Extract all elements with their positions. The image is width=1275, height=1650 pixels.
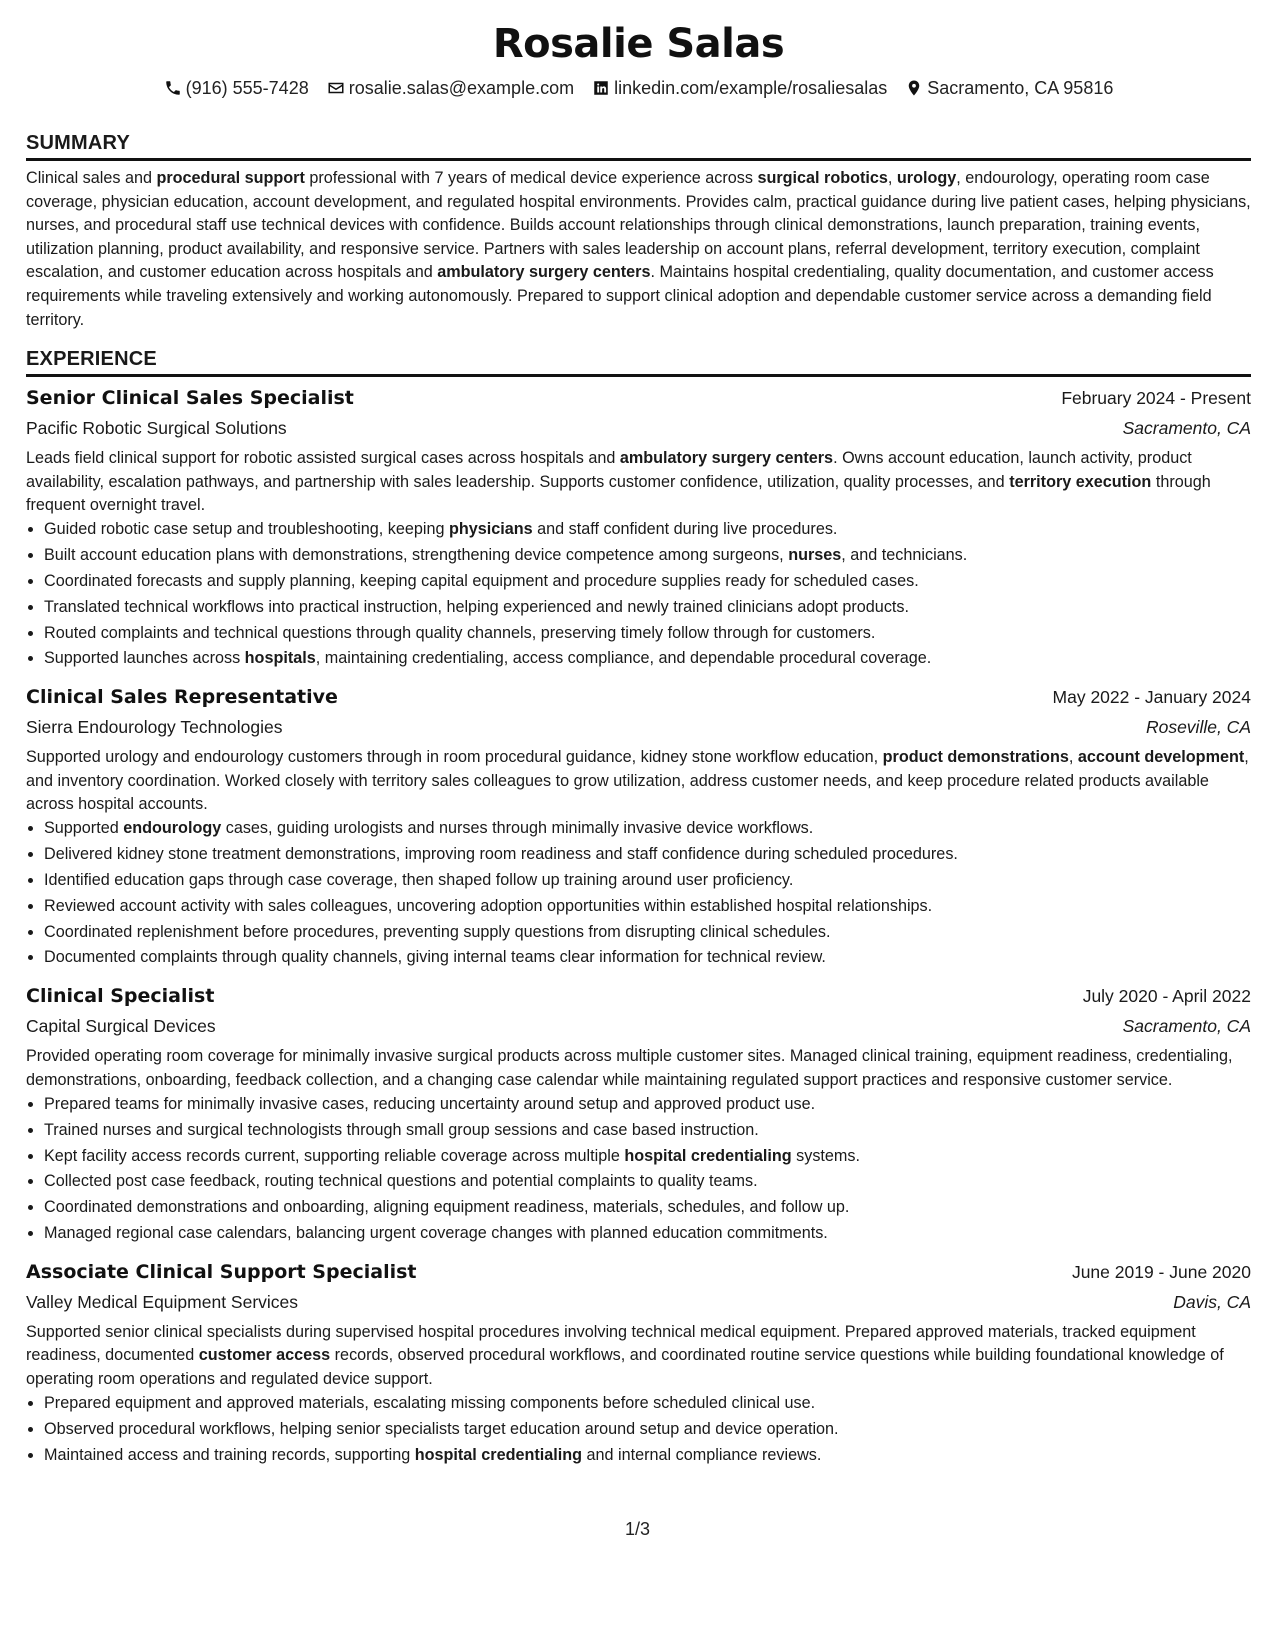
- job-company: Valley Medical Equipment Services: [26, 1291, 299, 1312]
- bold-keyword: customer access: [198, 1346, 331, 1365]
- job-title-row: [26, 1257, 1251, 1287]
- map-pin-icon: [905, 79, 923, 97]
- job-bullet: • Documented complaints through quality channels, giving internal teams clear information for technical review.: [44, 945, 1251, 971]
- bold-keyword: ambulatory surgery centers: [437, 263, 651, 282]
- job-bullet: • Reviewed account activity with sales colleagues, uncovering adoption opportunities within established hospital relationships.: [44, 894, 1251, 920]
- job-location: Sacramento, CA: [1122, 1016, 1251, 1037]
- job-bullet: • Prepared equipment and approved materials, escalating missing components before scheduled clinical use.: [44, 1391, 1251, 1417]
- bold-keyword: ambulatory surgery centers: [619, 449, 834, 468]
- bold-keyword: hospital credentialing: [414, 1445, 583, 1464]
- job-entry: [26, 383, 1251, 672]
- location-text: Sacramento, CA 95816: [927, 78, 1114, 98]
- job-bullet: • Delivered kidney stone treatment demonstrations, improving room readiness and staff confidence during scheduled procedures.: [44, 842, 1251, 868]
- bold-keyword: hospitals: [244, 649, 316, 668]
- linkedin-text: linkedin.com/example/rosaliesalas: [614, 78, 888, 98]
- job-dates: July 2020 - April 2022: [1082, 986, 1251, 1007]
- job-bullet-list: [26, 1092, 1251, 1247]
- job-bullet: • Routed complaints and technical questions through quality channels, preserving timely follow through for customers.: [44, 621, 1251, 647]
- job-title: Clinical Sales Representative: [26, 686, 338, 709]
- job-bullet: • Prepared teams for minimally invasive cases, reducing uncertainty around setup and approved product use.: [44, 1092, 1251, 1118]
- job-description: Supported urology and endourology customers through in room procedural guidance, kidney stone workflow education, product demonstrations, account development, and inventory coordination. Worked closely with territory sales colleagues to grow utilization, address customer needs, and keep procedure related products available across hospital accounts.: [26, 748, 1249, 813]
- job-bullet: • Guided robotic case setup and troubleshooting, keeping physicians and staff confident during live procedures.: [44, 517, 1251, 543]
- job-company: Pacific Robotic Surgical Solutions: [26, 418, 287, 439]
- job-title-row: [26, 682, 1251, 712]
- bold-keyword: hospital credentialing: [624, 1146, 792, 1165]
- contact-phone: [164, 76, 309, 100]
- job-entry: [26, 1257, 1251, 1469]
- job-description: Provided operating room coverage for minimally invasive surgical products across multiple customer sites. Managed clinical training, equipment readiness, credentialing, demonstrations, onboarding, feedback collection, and a changing case calendar while maintaining regulated support practices and responsive customer service.: [26, 1047, 1233, 1089]
- job-bullet-list: [26, 517, 1251, 672]
- candidate-name: Rosalie Salas: [492, 21, 785, 67]
- experience-section: [26, 346, 1251, 1468]
- job-title-row: [26, 383, 1251, 413]
- job-company: Capital Surgical Devices: [26, 1016, 216, 1037]
- job-bullet: • Observed procedural workflows, helping senior specialists target education around setup and device operation.: [44, 1417, 1251, 1443]
- job-description: Supported senior clinical specialists during supervised hospital procedures involving technical medical equipment. Prepared approved materials, tracked equipment readiness, documented customer access records, observed procedural workflows, and coordinated routine service questions while building foundational knowledge of operating room operations and regulated device support.: [26, 1322, 1224, 1388]
- bold-keyword: urology: [896, 169, 957, 187]
- job-company-row: [26, 1287, 1251, 1317]
- job-bullet: • Coordinated replenishment before procedures, preventing supply questions from disrupting clinical schedules.: [44, 920, 1251, 946]
- job-bullet: • Collected post case feedback, routing technical questions and potential complaints to quality teams.: [44, 1169, 1251, 1195]
- section-title-experience: EXPERIENCE: [26, 346, 1251, 377]
- job-title: Associate Clinical Support Specialist: [26, 1260, 417, 1283]
- bold-keyword: product demonstrations: [882, 748, 1069, 767]
- job-bullet: • Maintained access and training records, supporting hospital credentialing and internal compliance reviews.: [44, 1443, 1251, 1469]
- job-bullet: • Trained nurses and surgical technologists through small group sessions and case based instruction.: [44, 1118, 1251, 1144]
- job-bullet: • Identified education gaps through case coverage, then shaped follow up training around user proficiency.: [44, 868, 1251, 894]
- summary-section: [26, 130, 1251, 332]
- job-bullet-list: [26, 816, 1251, 971]
- bold-keyword: physicians: [448, 520, 533, 539]
- bold-keyword: procedural support: [156, 169, 305, 187]
- summary-text: Clinical sales and procedural support professional with 7 years of medical device experience across surgical robotics, urology, endourology, operating room case coverage, physician education, account development, and regulated hospital environments. Provides calm, practical guidance during live patient cases, helping physicians, nurses, and procedural staff use technical devices with confidence. Builds account relationships through clinical demonstrations, launch preparation, training events, utilization planning, product availability, and responsive service. Partners with sales leadership on account plans, referral development, territory execution, complaint escalation, and customer education across hospitals and ambulatory surgery centers. Maintains hospital credentialing, quality documentation, and customer access requirements while traveling extensively and working autonomously. Prepared to support clinical adoption and dependable customer service across a demanding field territory.: [26, 169, 1251, 329]
- job-title: Clinical Specialist: [26, 985, 215, 1008]
- job-description: Leads field clinical support for robotic assisted surgical cases across hospitals and ambulatory surgery centers. Owns account education, launch activity, product availability, escalation pathways, and partnership with sales leadership. Supports customer confidence, utilization, quality processes, and territory execution through frequent overnight travel.: [26, 449, 1211, 514]
- phone-text: (916) 555-7428: [185, 78, 309, 98]
- job-bullet: • Kept facility access records current, supporting reliable coverage across multiple hospital credentialing systems.: [44, 1144, 1251, 1170]
- job-bullet: • Coordinated demonstrations and onboarding, aligning equipment readiness, materials, schedules, and follow up.: [44, 1195, 1251, 1221]
- job-location: Roseville, CA: [1145, 717, 1251, 738]
- bold-keyword: nurses: [788, 546, 842, 565]
- job-bullet: • Built account education plans with demonstrations, strengthening device competence among surgeons, nurses, and technicians.: [44, 543, 1251, 569]
- job-list: [26, 383, 1251, 1468]
- job-bullet: • Coordinated forecasts and supply planning, keeping capital equipment and procedure supplies ready for scheduled cases.: [44, 569, 1251, 595]
- linkedin-icon: [592, 79, 610, 97]
- job-dates: May 2022 - January 2024: [1052, 687, 1251, 708]
- resume-header: [26, 18, 1251, 100]
- job-bullet: • Supported endourology cases, guiding urologists and nurses through minimally invasive device workflows.: [44, 816, 1251, 842]
- bold-keyword: surgical robotics: [757, 169, 888, 187]
- contact-email[interactable]: [327, 76, 574, 100]
- job-company-row: [26, 1011, 1251, 1041]
- job-location: Sacramento, CA: [1122, 418, 1251, 439]
- bold-keyword: account development: [1077, 748, 1245, 767]
- contact-location: [905, 76, 1113, 100]
- job-company-row: [26, 413, 1251, 443]
- job-title-row: [26, 981, 1251, 1011]
- job-location: Davis, CA: [1173, 1291, 1251, 1312]
- section-title-summary: SUMMARY: [26, 130, 1251, 161]
- job-bullet: • Supported launches across hospitals, maintaining credentialing, access compliance, and dependable procedural coverage.: [44, 646, 1251, 672]
- bold-keyword: territory execution: [1009, 472, 1152, 491]
- job-entry: [26, 682, 1251, 971]
- job-company: Sierra Endourology Technologies: [26, 717, 283, 738]
- phone-icon: [164, 79, 182, 97]
- contact-bar: [26, 76, 1251, 100]
- job-bullet-list: [26, 1391, 1251, 1468]
- page-number: 1/3: [624, 1519, 651, 1539]
- job-title: Senior Clinical Sales Specialist: [26, 387, 354, 410]
- contact-linkedin[interactable]: [592, 76, 887, 100]
- job-dates: February 2024 - Present: [1061, 388, 1251, 409]
- bold-keyword: endourology: [123, 819, 222, 838]
- job-entry: [26, 981, 1251, 1247]
- job-dates: June 2019 - June 2020: [1071, 1261, 1251, 1282]
- job-bullet: • Translated technical workflows into practical instruction, helping experienced and newly trained clinicians adopt products.: [44, 595, 1251, 621]
- job-company-row: [26, 712, 1251, 742]
- envelope-icon: [327, 79, 345, 97]
- resume-page: [26, 18, 1251, 1468]
- email-text: rosalie.salas@example.com: [348, 78, 575, 98]
- job-bullet: • Managed regional case calendars, balancing urgent coverage changes with planned education commitments.: [44, 1221, 1251, 1247]
